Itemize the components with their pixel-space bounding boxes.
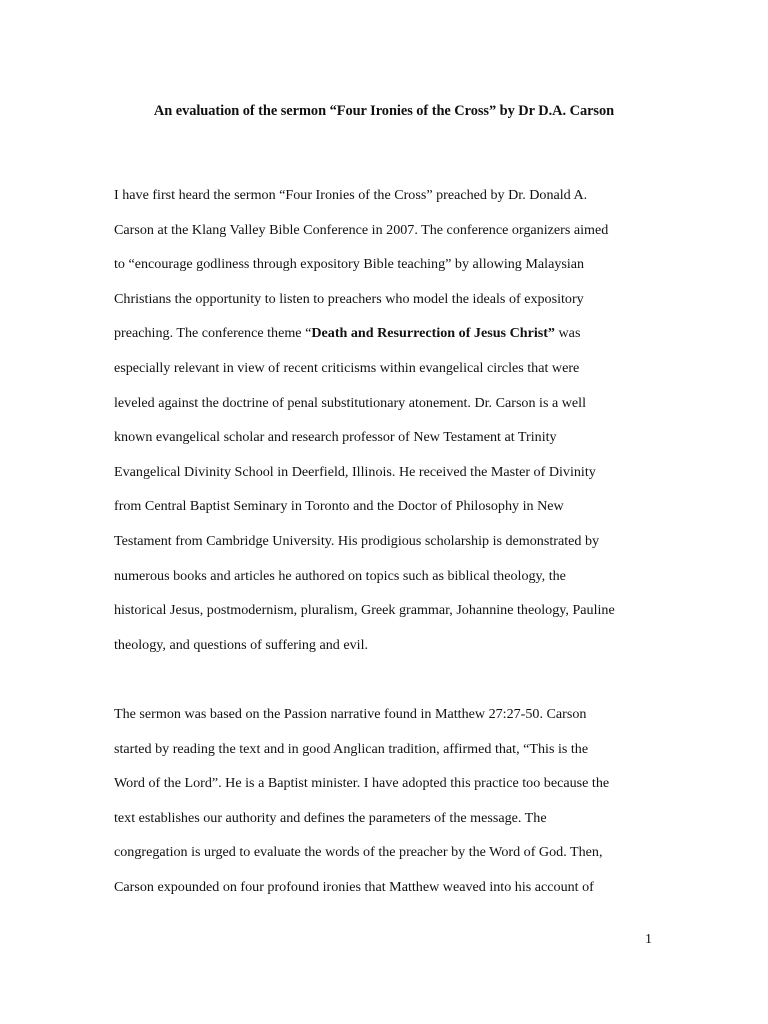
paragraph-line: Evangelical Divinity School in Deerfield, Illinois. He received the Master of Divinity [114,463,596,480]
paragraph-sermon-summary [114,697,674,905]
paragraph-introduction [114,178,674,662]
conference-theme-emphasis: Death and Resurrection of Jesus Christ” [311,325,555,342]
paragraph-line: known evangelical scholar and research professor of New Testament at Trinity [114,429,557,446]
paragraph-line: Carson at the Klang Valley Bible Conference in 2007. The conference organizers aimed [114,221,609,238]
paragraph-line: leveled against the doctrine of penal substitutionary atonement. Dr. Carson is a well [114,394,587,411]
line-text-after-emphasis: was [554,325,581,342]
paragraph-line: to “encourage godliness through expository Bible teaching” by allowing Malaysian [114,256,585,273]
paragraph-line: historical Jesus, postmodernism, pluralism, Greek grammar, Johannine theology, Pauline [114,602,615,619]
paragraph-line: text establishes our authority and defines the parameters of the message. The [114,809,547,826]
paragraph-line: I have first heard the sermon “Four Ironies of the Cross” preached by Dr. Donald A. [114,187,588,203]
paragraph-line: Carson expounded on four profound ironies that Matthew weaved into his account of [114,878,594,895]
paragraph-line-with-emphasis [114,316,674,351]
line-text-before-emphasis: preaching. The conference theme “ [114,325,312,342]
paragraph-line: Word of the Lord”. He is a Baptist minister. I have adopted this practice too because the [114,775,610,792]
paragraph-line: from Central Baptist Seminary in Toronto and the Doctor of Philosophy in New [114,498,564,515]
document-title: An evaluation of the sermon “Four Ironies of the Cross” by Dr D.A. Carson [153,103,615,119]
paragraph-line: started by reading the text and in good Anglican tradition, affirmed that, “This is the [114,740,589,757]
paragraph-line: Christians the opportunity to listen to preachers who model the ideals of expository [114,290,584,307]
paragraph-line: Testament from Cambridge University. His prodigious scholarship is demonstrated by [114,532,600,549]
paragraph-line: congregation is urged to evaluate the words of the preacher by the Word of God. Then, [114,844,603,861]
paragraph-line: theology, and questions of suffering and evil. [114,636,369,653]
paragraph-line: The sermon was based on the Passion narrative found in Matthew 27:27-50. Carson [114,706,587,722]
paragraph-line: especially relevant in view of recent criticisms within evangelical circles that were [114,359,580,376]
paragraph-line: numerous books and articles he authored on topics such as biblical theology, the [114,567,566,584]
page-number: 1 [645,932,652,947]
